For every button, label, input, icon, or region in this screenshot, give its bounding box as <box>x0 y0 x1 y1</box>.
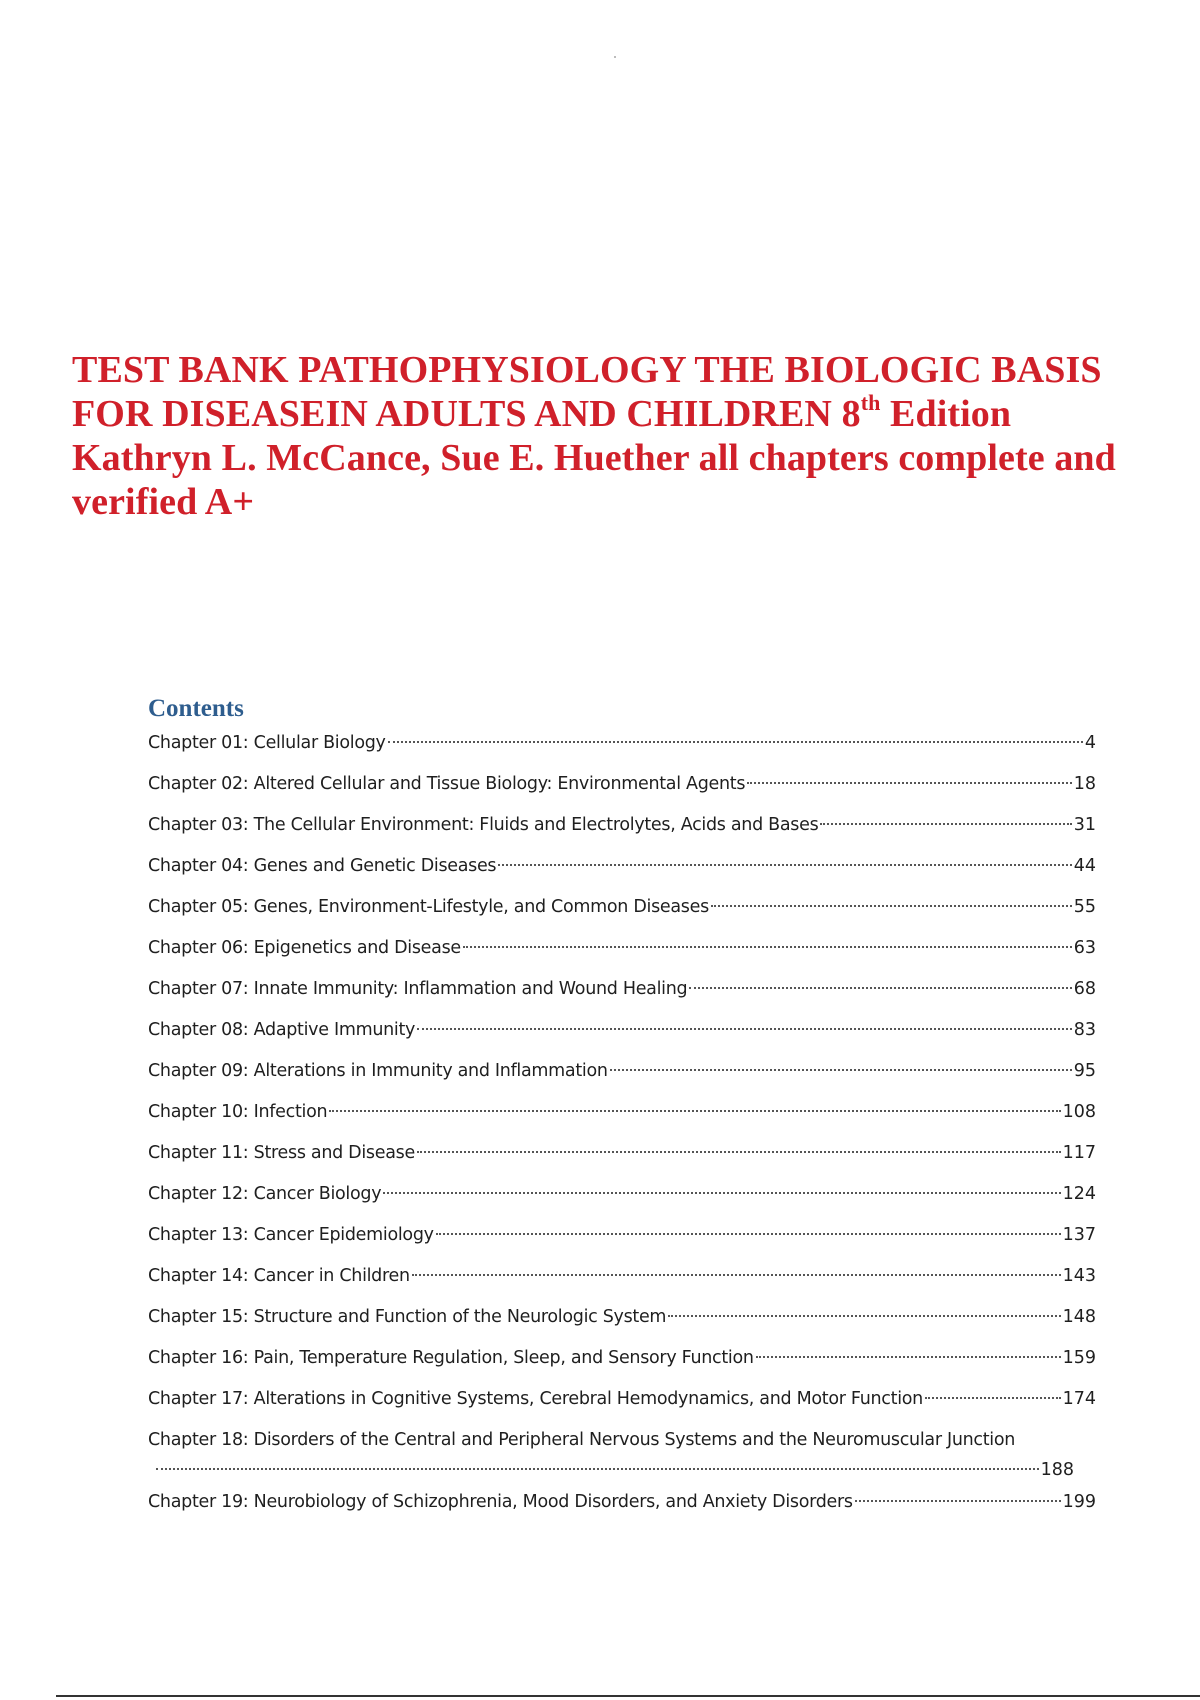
toc-entry-label: Chapter 08: Adaptive Immunity <box>148 1020 416 1040</box>
toc-entry-label: Chapter 12: Cancer Biology <box>148 1184 382 1204</box>
title-line-3: Kathryn L. McCance, Sue E. Huether all chapters complete and <box>72 437 1116 479</box>
toc-entry-page: 83 <box>1073 1020 1096 1040</box>
title-edition-word: Edition <box>880 393 1012 435</box>
stray-dot <box>614 56 616 58</box>
toc-entry-page: 117 <box>1062 1143 1096 1163</box>
toc-entry-page: 124 <box>1062 1184 1096 1204</box>
toc-leader-dots <box>820 823 1071 825</box>
toc-entry-label: Chapter 18: Disorders of the Central and Peripheral Nervous Systems and the Neuromuscular Junction <box>148 1430 1016 1450</box>
toc-leader-dots <box>436 1233 1061 1235</box>
toc-entry[interactable] <box>148 896 1096 937</box>
toc-entry-label: Chapter 16: Pain, Temperature Regulation, Sleep, and Sensory Function <box>148 1348 754 1368</box>
toc-entry-label: Chapter 19: Neurobiology of Schizophrenia, Mood Disorders, and Anxiety Disorders <box>148 1492 853 1512</box>
toc-leader-dots <box>689 987 1071 989</box>
contents-heading: Contents <box>148 695 244 722</box>
toc-entry[interactable] <box>148 732 1096 773</box>
toc-leader-dots <box>668 1315 1060 1317</box>
toc-entry[interactable] <box>148 1142 1096 1183</box>
title-superscript: th <box>860 390 881 416</box>
toc-entry[interactable] <box>148 1060 1096 1101</box>
toc-entry-page: 95 <box>1073 1061 1096 1081</box>
toc-entry[interactable] <box>148 1306 1096 1347</box>
toc-entry[interactable] <box>148 1101 1096 1142</box>
toc-entry-page: 188 <box>1040 1460 1074 1480</box>
toc-entry-page: 108 <box>1062 1102 1096 1122</box>
title-line-2-text: FOR DISEASEIN ADULTS AND CHILDREN 8 <box>72 393 861 435</box>
toc-leader-dots <box>610 1069 1072 1071</box>
toc-entry-continuation <box>148 1459 1096 1481</box>
toc-entry-label: Chapter 11: Stress and Disease <box>148 1143 415 1163</box>
toc-entry[interactable] <box>148 773 1096 814</box>
toc-entry-page: 18 <box>1073 774 1096 794</box>
toc-entry-page: 174 <box>1062 1389 1096 1409</box>
toc-entry[interactable] <box>148 814 1096 855</box>
toc-entry-label: Chapter 09: Alterations in Immunity and Inflammation <box>148 1061 608 1081</box>
toc-entry[interactable] <box>148 1491 1096 1532</box>
toc-entry-page: 159 <box>1062 1348 1096 1368</box>
title-line-1: TEST BANK PATHOPHYSIOLOGY THE BIOLOGIC BASIS <box>72 349 1102 391</box>
toc-entry-page: 4 <box>1084 733 1096 753</box>
toc-entry-label: Chapter 05: Genes, Environment-Lifestyle, and Common Diseases <box>148 897 709 917</box>
toc-entry[interactable] <box>148 978 1096 1019</box>
toc-leader-dots <box>383 1192 1060 1194</box>
toc-entry-page: 63 <box>1073 938 1096 958</box>
toc-leader-dots <box>925 1397 1061 1399</box>
toc-entry[interactable] <box>148 1265 1096 1306</box>
toc-leader-dots <box>463 946 1072 948</box>
table-of-contents <box>148 732 1096 1532</box>
toc-entry-page: 68 <box>1073 979 1096 999</box>
toc-leader-dots <box>855 1500 1061 1502</box>
toc-entry-label: Chapter 15: Structure and Function of the Neurologic System <box>148 1307 667 1327</box>
title-line-2 <box>72 392 1172 436</box>
toc-entry-label: Chapter 03: The Cellular Environment: Fluids and Electrolytes, Acids and Bases <box>148 815 819 835</box>
toc-leader-dots <box>388 741 1083 743</box>
toc-entry-page: 148 <box>1062 1307 1096 1327</box>
toc-leader-dots <box>417 1151 1061 1153</box>
title-line-4: verified A+ <box>72 481 255 523</box>
toc-entry-page: 199 <box>1062 1492 1096 1512</box>
toc-entry[interactable] <box>148 1429 1096 1491</box>
toc-entry-label: Chapter 02: Altered Cellular and Tissue Biology: Environmental Agents <box>148 774 746 794</box>
toc-entry-label: Chapter 10: Infection <box>148 1102 328 1122</box>
toc-entry-label: Chapter 06: Epigenetics and Disease <box>148 938 461 958</box>
toc-leader-dots <box>329 1110 1060 1112</box>
toc-entry[interactable] <box>148 1019 1096 1060</box>
toc-entry-label: Chapter 07: Innate Immunity: Inflammation and Wound Healing <box>148 979 688 999</box>
toc-entry[interactable] <box>148 937 1096 978</box>
bottom-divider <box>56 1695 1200 1697</box>
toc-entry-label: Chapter 01: Cellular Biology <box>148 733 386 753</box>
toc-entry[interactable] <box>148 1183 1096 1224</box>
toc-leader-dots <box>711 905 1072 907</box>
toc-leader-dots <box>412 1274 1061 1276</box>
document-title <box>72 348 1172 524</box>
toc-entry-label: Chapter 13: Cancer Epidemiology <box>148 1225 434 1245</box>
toc-entry-page: 143 <box>1062 1266 1096 1286</box>
toc-leader-dots <box>747 782 1072 784</box>
toc-entry-page: 44 <box>1073 856 1096 876</box>
toc-entry-label: Chapter 14: Cancer in Children <box>148 1266 410 1286</box>
toc-entry[interactable] <box>148 1347 1096 1388</box>
toc-entry-label: Chapter 17: Alterations in Cognitive Systems, Cerebral Hemodynamics, and Motor Function <box>148 1389 923 1409</box>
toc-entry[interactable] <box>148 1388 1096 1429</box>
toc-entry[interactable] <box>148 1224 1096 1265</box>
toc-leader-dots <box>156 1468 1039 1470</box>
toc-leader-dots <box>417 1028 1072 1030</box>
toc-entry-label: Chapter 04: Genes and Genetic Diseases <box>148 856 497 876</box>
toc-entry-page: 55 <box>1073 897 1096 917</box>
toc-entry-page: 137 <box>1062 1225 1096 1245</box>
toc-entry-page: 31 <box>1073 815 1096 835</box>
toc-entry[interactable] <box>148 855 1096 896</box>
toc-leader-dots <box>498 864 1071 866</box>
toc-leader-dots <box>756 1356 1061 1358</box>
